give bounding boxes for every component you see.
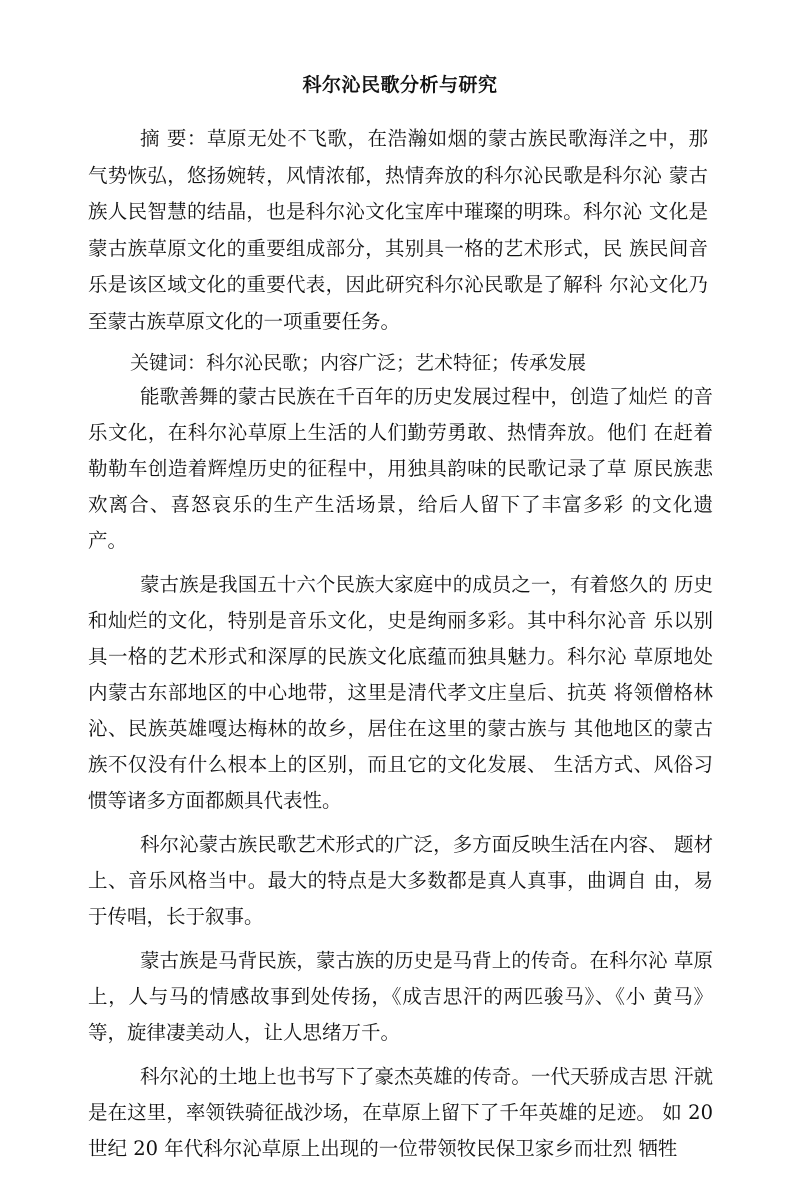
body-paragraph: 蒙古族是我国五十六个民族大家庭中的成员之一，有着悠久的 历史和灿烂的文化，特别是音乐文化，史是绚丽多彩。其中科尔沁音 乐以别具一格的艺术形式和深厚的民族文化底蕴而独具魅力。科尔沁 草原地处内蒙古东部地区的中心地带，这里是清代孝文庄皇后、抗英 将领僧格林沁、民族英雄嘎达梅林的故乡，居住在这里的蒙古族与 其他地区的蒙古族不仅没有什么根本上的区别，而且它的文化发展、 生活方式、风俗习惯等诸多方面都颇具代表性。	[88, 573, 713, 812]
document-title: 科尔沁民歌分析与研究	[302, 74, 498, 96]
body-paragraph: 科尔沁蒙古族民歌艺术形式的广泛，多方面反映生活在内容、 题材上、音乐风格当中。最大的特点是大多数都是真人真事，曲调自 由，易于传唱，长于叙事。	[88, 833, 713, 928]
body-paragraph: 蒙古族是马背民族，蒙古族的历史是马背上的传奇。在科尔沁 草原上，人与马的情感故事到处传扬，《成吉思汗的两匹骏马》、《小 黄马》等，旋律凄美动人，让人思绪万千。	[88, 949, 713, 1044]
body-paragraph: 科尔沁的土地上也书写下了豪杰英雄的传奇。一代天骄成吉思 汗就是在这里，率领铁骑征战沙场，在草原上留下了千年英雄的足迹。 如 20 世纪 20 年代科尔沁草原上出现的一位带领牧民保卫家乡而壮烈 牺牲	[88, 1065, 713, 1160]
keywords-line: 关键词：科尔沁民歌；内容广泛；艺术特征；传承发展	[130, 352, 587, 374]
body-paragraph: 能歌善舞的蒙古民族在千百年的历史发展过程中，创造了灿烂 的音乐文化，在科尔沁草原上生活的人们勤劳勇敢、热情奔放。他们 在赶着勒勒车创造着辉煌历史的征程中，用独具韵味的民歌记录了草 原民族悲欢离合、喜怒哀乐的生产生活场景，给后人留下了丰富多彩 的文化遗产。	[88, 385, 713, 552]
abstract-paragraph: 摘 要：草原无处不飞歌，在浩瀚如烟的蒙古族民歌海洋之中，那气势恢弘，悠扬婉转，风情浓郁，热情奔放的科尔沁民歌是科尔沁 蒙古族人民智慧的结晶，也是科尔沁文化宝库中璀璨的明珠。科尔沁 文化是蒙古族草原文化的重要组成部分，其别具一格的艺术形式，民 族民间音乐是该区域文化的重要代表，因此研究科尔沁民歌是了解科 尔沁文化乃至蒙古族草原文化的一项重要任务。	[88, 127, 708, 333]
body-text	[88, 379, 713, 1175]
